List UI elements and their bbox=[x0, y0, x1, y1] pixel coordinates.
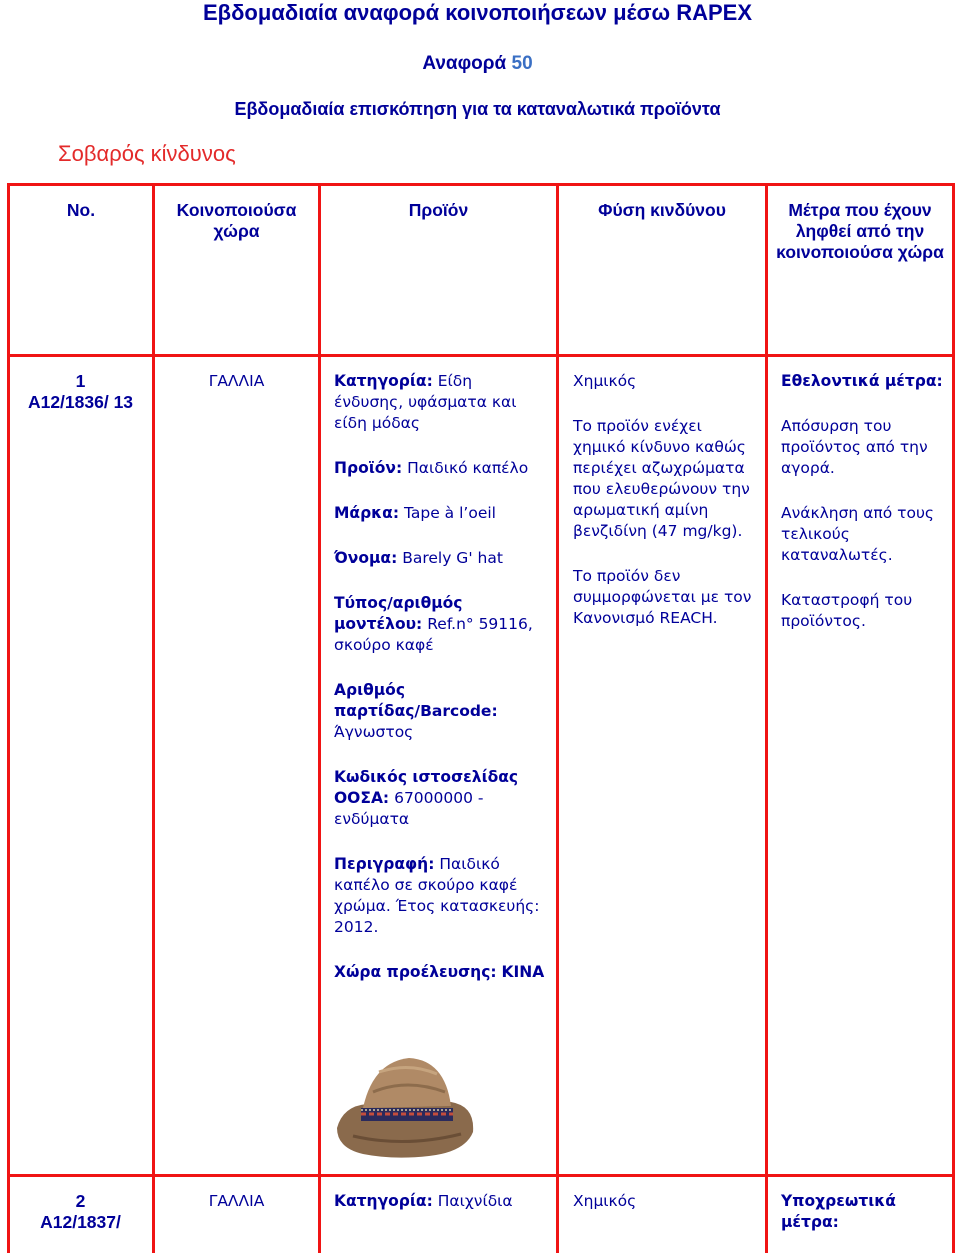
category-value: Είδη ένδυσης, υφάσματα και είδη μόδας bbox=[334, 372, 517, 432]
notifying-country: ΓΑΛΛΙΑ bbox=[208, 372, 265, 390]
column-header-measures: Μέτρα που έχουν ληφθεί από την κοινοποιούσα χώρα bbox=[776, 200, 944, 262]
measures-label: Υποχρεωτικά μέτρα: bbox=[781, 1192, 896, 1231]
column-border bbox=[7, 183, 10, 1253]
column-header-no: No. bbox=[66, 200, 96, 220]
batch-value: Άγνωστος bbox=[334, 723, 414, 741]
page-subtitle: Εβδομαδιαία επισκόπηση για τα καταναλωτικά προϊόντα bbox=[234, 99, 721, 119]
measures-details bbox=[781, 371, 946, 632]
category-label: Κατηγορία: bbox=[334, 1192, 433, 1210]
oosa-label: Κωδικός ιστοσελίδας ΟΟΣΑ: bbox=[334, 768, 519, 807]
product-label: Προϊόν: bbox=[334, 459, 403, 477]
risk-type: Χημικός bbox=[573, 1192, 637, 1210]
product-details bbox=[334, 1191, 546, 1212]
notifying-country: ΓΑΛΛΙΑ bbox=[208, 1192, 265, 1210]
model-value: Ref.n° 59116, σκούρο καφέ bbox=[334, 615, 533, 654]
row-reference: A12/1836/ 13 bbox=[27, 392, 134, 412]
category-label: Κατηγορία: bbox=[334, 372, 433, 390]
report-number-line bbox=[0, 53, 955, 75]
model-label: Τύπος/αριθμός μοντέλου: bbox=[334, 594, 463, 633]
measure-item: Ανάκληση από τους τελικούς καταναλωτές. bbox=[781, 504, 935, 564]
category-value: Παιχνίδια bbox=[437, 1192, 513, 1210]
description-label: Περιγραφή: bbox=[334, 855, 435, 873]
name-label: Όνομα: bbox=[334, 549, 398, 567]
column-border bbox=[152, 183, 155, 1253]
description-value: Παιδικό καπέλο σε σκούρο καφέ χρώμα. Έτος κατασκευής: 2012. bbox=[334, 855, 540, 936]
measure-item: Καταστροφή του προϊόντος. bbox=[781, 591, 913, 630]
origin-value: ΚΙΝΑ bbox=[501, 963, 545, 981]
risk-details bbox=[573, 371, 753, 629]
measures-label: Εθελοντικά μέτρα: bbox=[781, 372, 943, 390]
risk-level-heading: Σοβαρός κίνδυνος bbox=[58, 141, 236, 166]
notification-number bbox=[12, 1191, 149, 1233]
row-index: 2 bbox=[75, 1191, 86, 1211]
report-number: 50 bbox=[511, 53, 533, 74]
brand-value: Tape à l’oeil bbox=[403, 504, 496, 522]
row-index: 1 bbox=[75, 371, 86, 391]
column-header-country: Κοινοποιούσα χώρα bbox=[176, 200, 297, 241]
column-border bbox=[318, 183, 321, 1253]
column-border bbox=[952, 183, 955, 1253]
product-details bbox=[334, 371, 546, 983]
column-border bbox=[765, 183, 768, 1253]
column-border bbox=[556, 183, 559, 1253]
oosa-value: 67000000 - ενδύματα bbox=[334, 789, 484, 828]
name-value: Barely G' hat bbox=[402, 549, 503, 567]
risk-description: Το προϊόν ενέχει χημικό κίνδυνο καθώς περιέχει αζωχρώματα που ελευθερώνουν την αρωματική αμίνη βενζιδίνη (47 mg/kg). bbox=[573, 417, 750, 540]
column-header-product: Προϊόν bbox=[408, 200, 469, 220]
table-row-divider bbox=[7, 1174, 955, 1177]
notification-number bbox=[12, 371, 149, 413]
origin-label: Χώρα προέλευσης: bbox=[334, 963, 497, 981]
table-header-divider bbox=[7, 354, 955, 357]
table-border-top bbox=[7, 183, 955, 186]
brand-label: Μάρκα: bbox=[334, 504, 400, 522]
measure-item: Απόσυρση του προϊόντος από την αγορά. bbox=[781, 417, 928, 477]
risk-regulation: Το προϊόν δεν συμμορφώνεται με τον Κανονισμό REACH. bbox=[573, 567, 752, 627]
column-header-risk: Φύση κινδύνου bbox=[598, 200, 726, 220]
risk-type: Χημικός bbox=[573, 372, 637, 390]
batch-label: Αριθμός παρτίδας/Barcode: bbox=[334, 681, 498, 720]
report-label: Αναφορά bbox=[422, 53, 507, 74]
page-title: Εβδομαδιαία αναφορά κοινοποιήσεων μέσω RAPEX bbox=[202, 0, 753, 25]
row-reference: A12/1837/ bbox=[40, 1212, 121, 1232]
product-photo bbox=[333, 1052, 477, 1162]
product-value: Παιδικό καπέλο bbox=[407, 459, 529, 477]
